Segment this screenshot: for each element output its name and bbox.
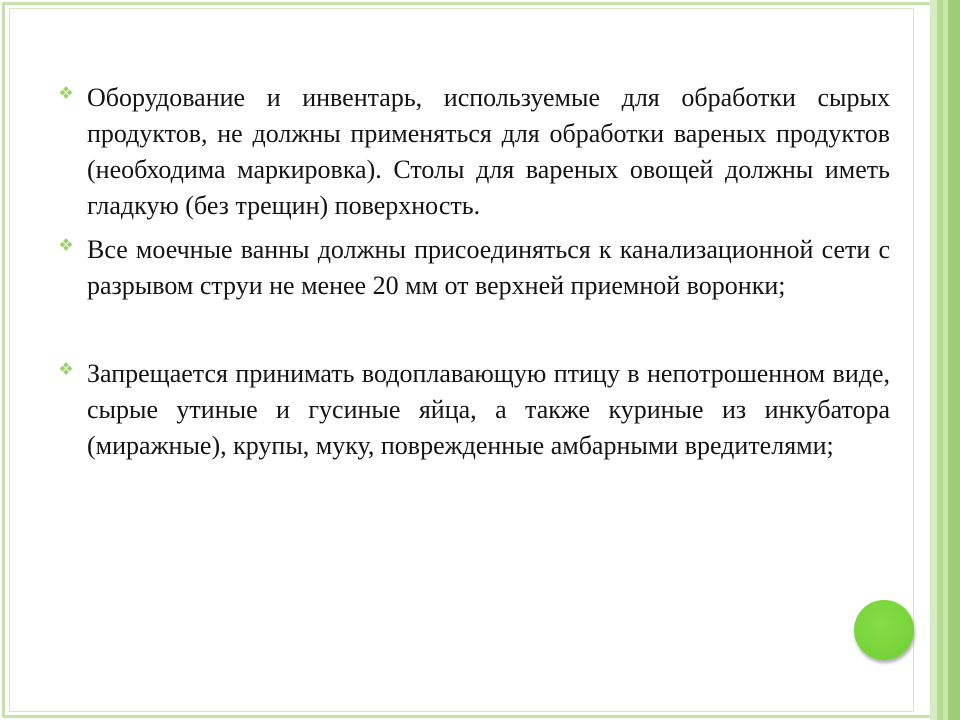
bullet-text: Запрещается принимать водоплавающую птицу в непотрошенном виде, сырые утиные и гусиные яйца, а также куриные из инкубатора (миражные), крупы, муку, поврежденные амбарными вредителями; [87,359,890,460]
diamond-bullet-icon [58,232,76,256]
bullet-text: Оборудование и инвентарь, используемые для обработки сырых продуктов, не должны применяться для обработки вареных продуктов (необходима маркировка). Столы для вареных овощей должны иметь гладкую (без трещин) поверхность. [87,83,890,220]
slide-content [58,80,890,464]
decorative-stripes [930,0,960,720]
bullet-item [58,80,890,224]
green-circle-icon [854,600,914,660]
stripe-dark [948,0,960,720]
diamond-bullet-icon [58,80,76,104]
diamond-bullet-icon [58,356,76,380]
bullet-item [58,356,890,464]
stripe-light [930,0,937,720]
bullet-text: Все моечные ванны должны присоединяться к канализационной сети с разрывом струи не менее 20 мм от верхней приемной воронки; [87,235,890,300]
bullet-item [58,232,890,304]
